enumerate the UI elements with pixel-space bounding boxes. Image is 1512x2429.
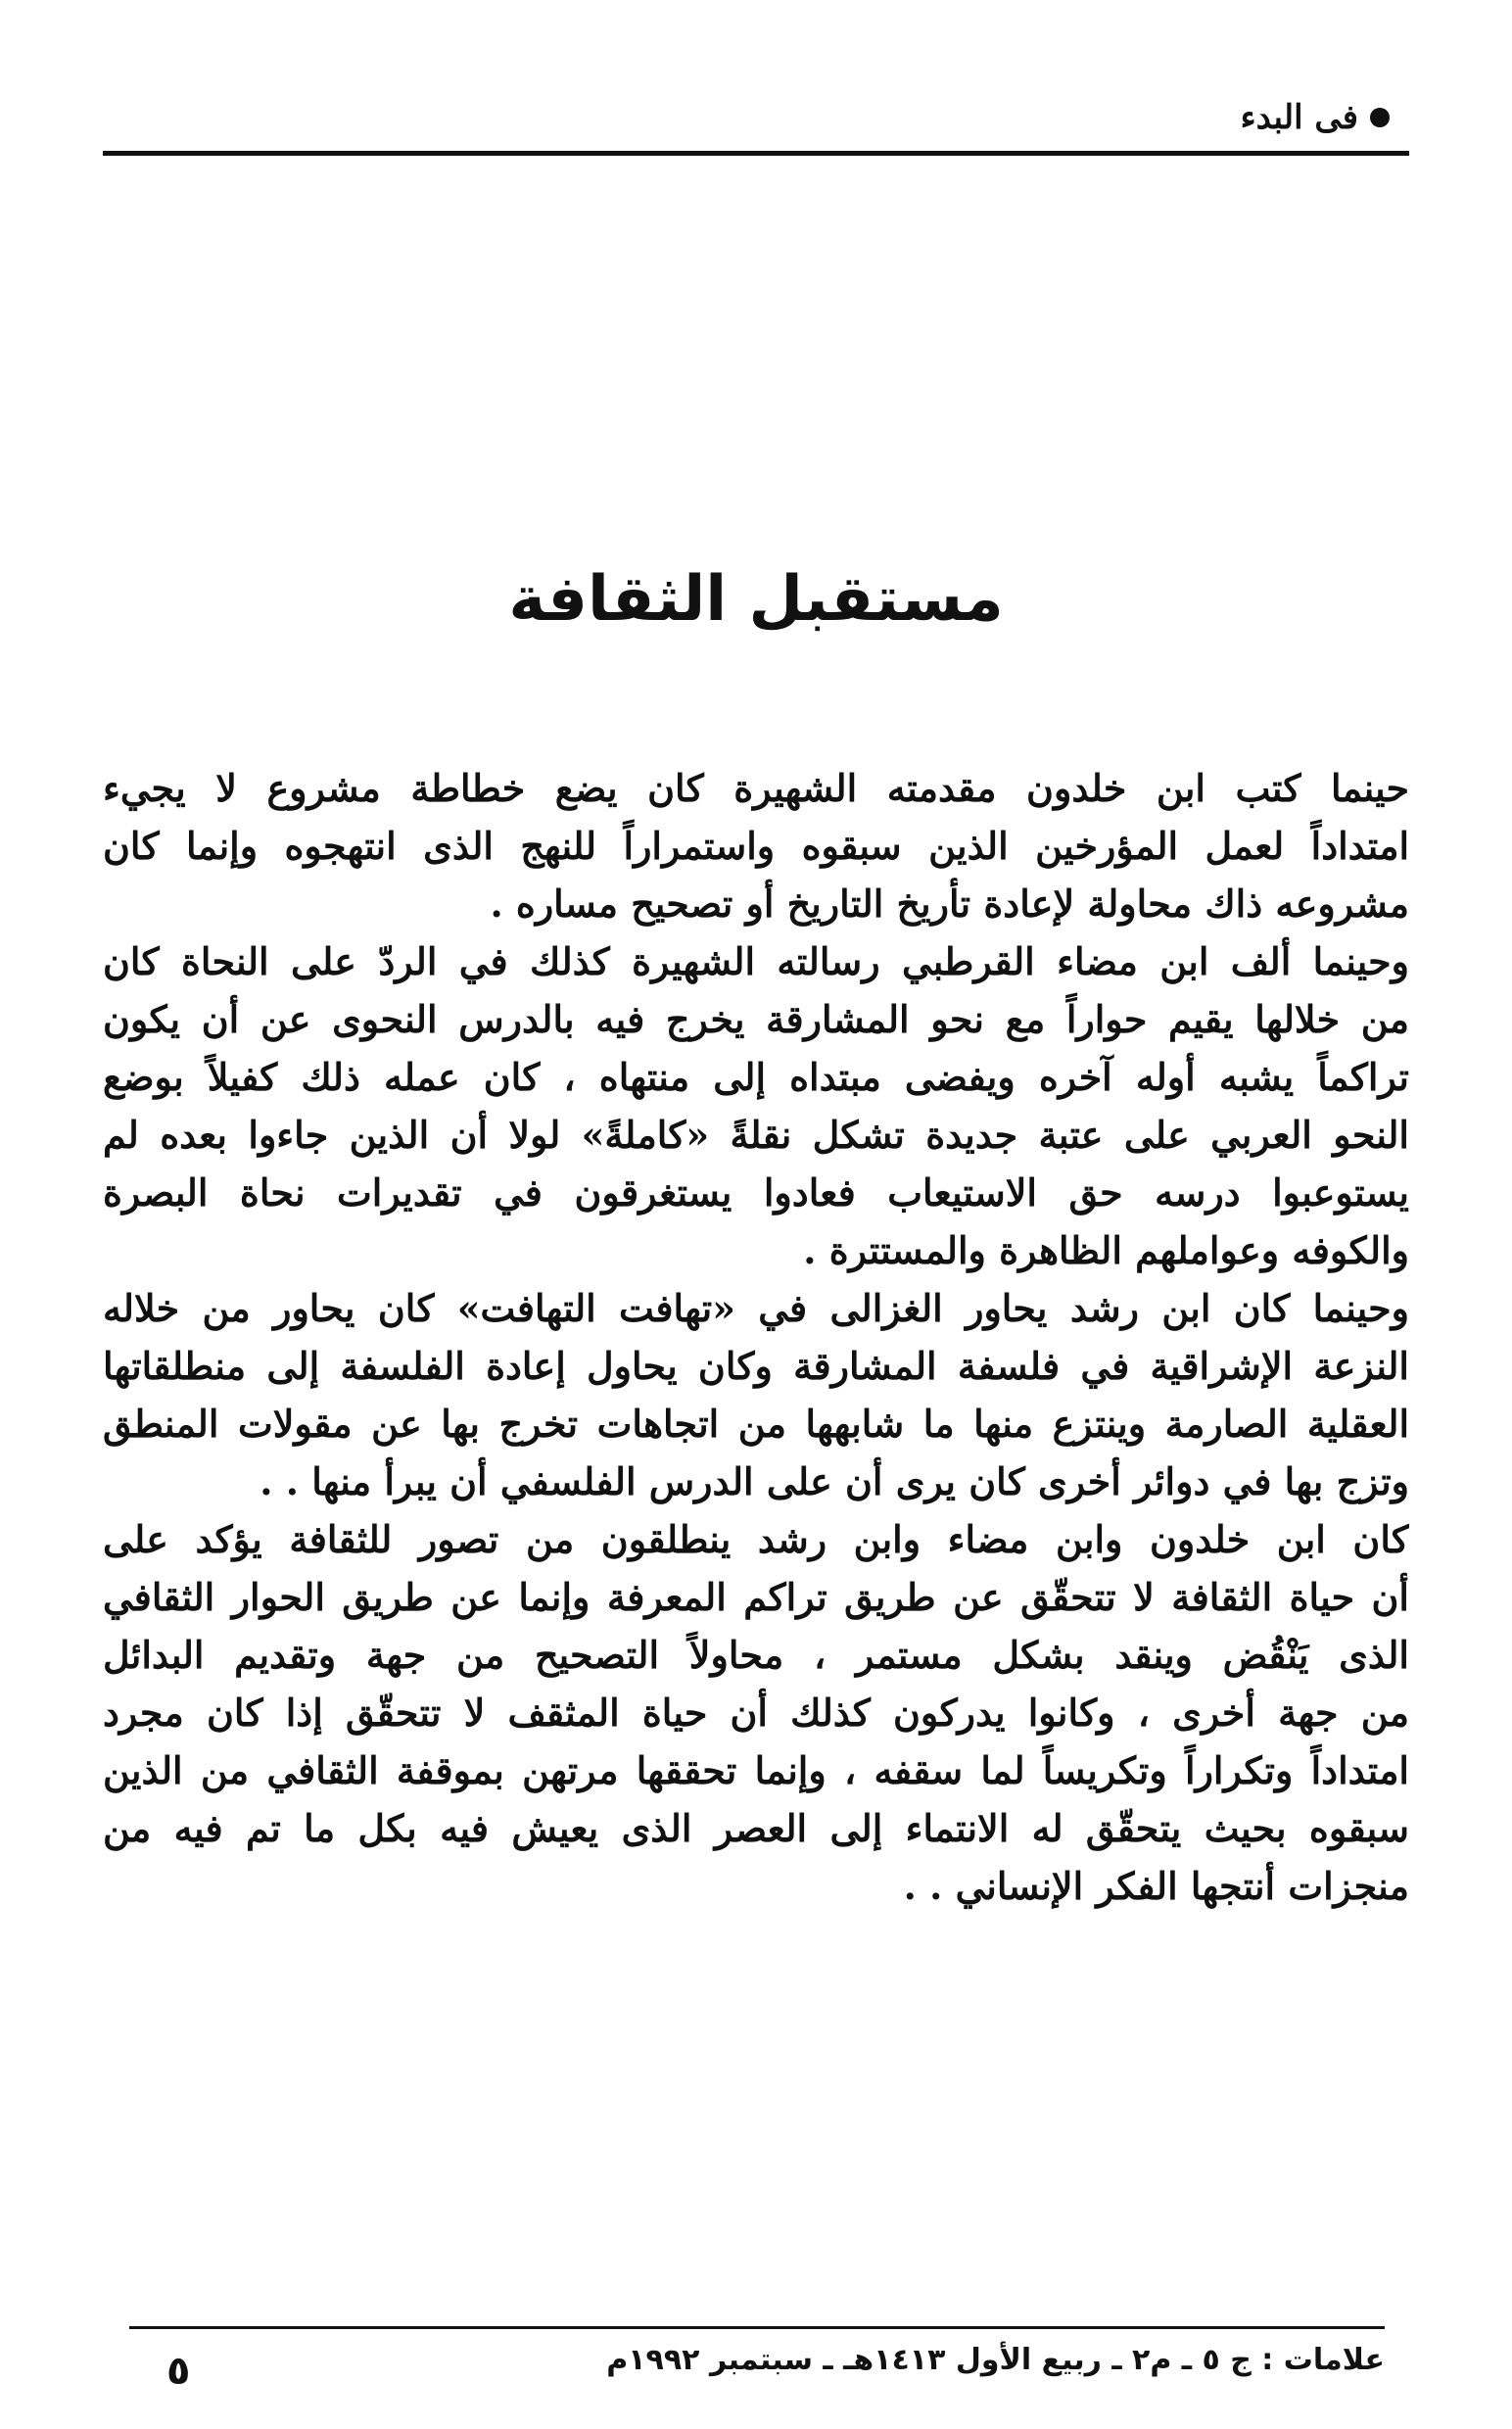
article-body <box>103 759 1409 1915</box>
header-rule <box>103 151 1409 156</box>
body-line: النزعة الإشراقية في فلسفة المشارقة وكان يحاول إعادة الفلسفة إلى منطلقاتها <box>103 1344 1409 1388</box>
body-line: تراكماً يشبه أوله آخره ويفضى مبتداه إلى منتهاه ، كان عمله ذلك كفيلاً بوضع <box>103 1055 1409 1099</box>
body-line: منجزات أنتجها الفكر الإنساني . . <box>903 1864 1409 1908</box>
body-line: العقلية الصارمة وينتزع منها ما شابهها من اتجاهات تخرج بها عن مقولات المنطق <box>103 1402 1409 1446</box>
body-line: حينما كتب ابن خلدون مقدمته الشهيرة كان يضع خطاطة مشروع لا يجيء <box>103 766 1409 810</box>
running-header <box>103 90 1409 149</box>
body-line: وحينما ألف ابن مضاء القرطبي رسالته الشهيرة كذلك في الردّ على النحاة كان <box>103 939 1409 983</box>
bullet-icon <box>1370 108 1390 127</box>
body-line: وحينما كان ابن رشد يحاور الغزالى في «تهافت التهافت» كان يحاور من خلاله <box>103 1286 1409 1330</box>
body-line: كان ابن خلدون وابن مضاء وابن رشد ينطلقون من تصور للثقافة يؤكد على <box>103 1517 1409 1561</box>
body-line: النحو العربي على عتبة جديدة تشكل نقلةً «كاملةً» لولا أن الذين جاءوا بعده لم <box>103 1113 1409 1157</box>
footer-rule <box>129 2326 1385 2329</box>
header-section-text: فى البدء <box>1240 98 1358 137</box>
article-title: مستقبل الثقافة <box>508 563 1004 636</box>
body-line: امتداداً وتكراراً وتكريساً لما سقفه ، وإنما تحققها مرتهن بموقفة الثقافي من الذين <box>103 1748 1409 1792</box>
footer-citation: علامات : ج ٥ ـ م٢ ـ ربيع الأول ١٤١٣هـ ـ سبتمبر ١٩٩٢م <box>606 2343 1385 2377</box>
body-line: من جهة أخرى ، وكانوا يدركون كذلك أن حياة المثقف لا تتحقّق إذا كان مجرد <box>103 1691 1409 1735</box>
body-line: الذى يَنْقُض وينقد بشكل مستمر ، محاولاً التصحيح من جهة وتقديم البدائل <box>103 1633 1409 1677</box>
body-line: مشروعه ذاك محاولة لإعادة تأريخ التاريخ أو تصحيح مساره . <box>490 881 1409 926</box>
body-line: والكوفه وعواملهم الظاهرة والمستترة . <box>803 1228 1409 1272</box>
body-line: يستوعبوا درسه حق الاستيعاب فعادوا يستغرقون في تقديرات نحاة البصرة <box>103 1170 1409 1214</box>
body-line: سبقوه بحيث يتحقّق له الانتماء إلى العصر الذى يعيش فيه بكل ما تم فيه من <box>103 1806 1409 1850</box>
body-line: امتداداً لعمل المؤرخين الذين سبقوه واستمراراً للنهج الذى انتهجوه وإنما كان <box>103 824 1409 868</box>
body-line: أن حياة الثقافة لا تتحقّق عن طريق تراكم المعرفة وإنما عن طريق الحوار الثقافي <box>103 1575 1409 1619</box>
body-line: من خلالها يقيم حواراً مع نحو المشارقة يخرج فيه بالدرس النحوى عن أن يكون <box>103 997 1409 1041</box>
header-section-label <box>1241 98 1390 137</box>
page-number: ٥ <box>166 2349 191 2394</box>
body-line: وتزج بها في دوائر أخرى كان يرى أن على الدرس الفلسفي أن يبرأ منها . . <box>260 1459 1409 1503</box>
